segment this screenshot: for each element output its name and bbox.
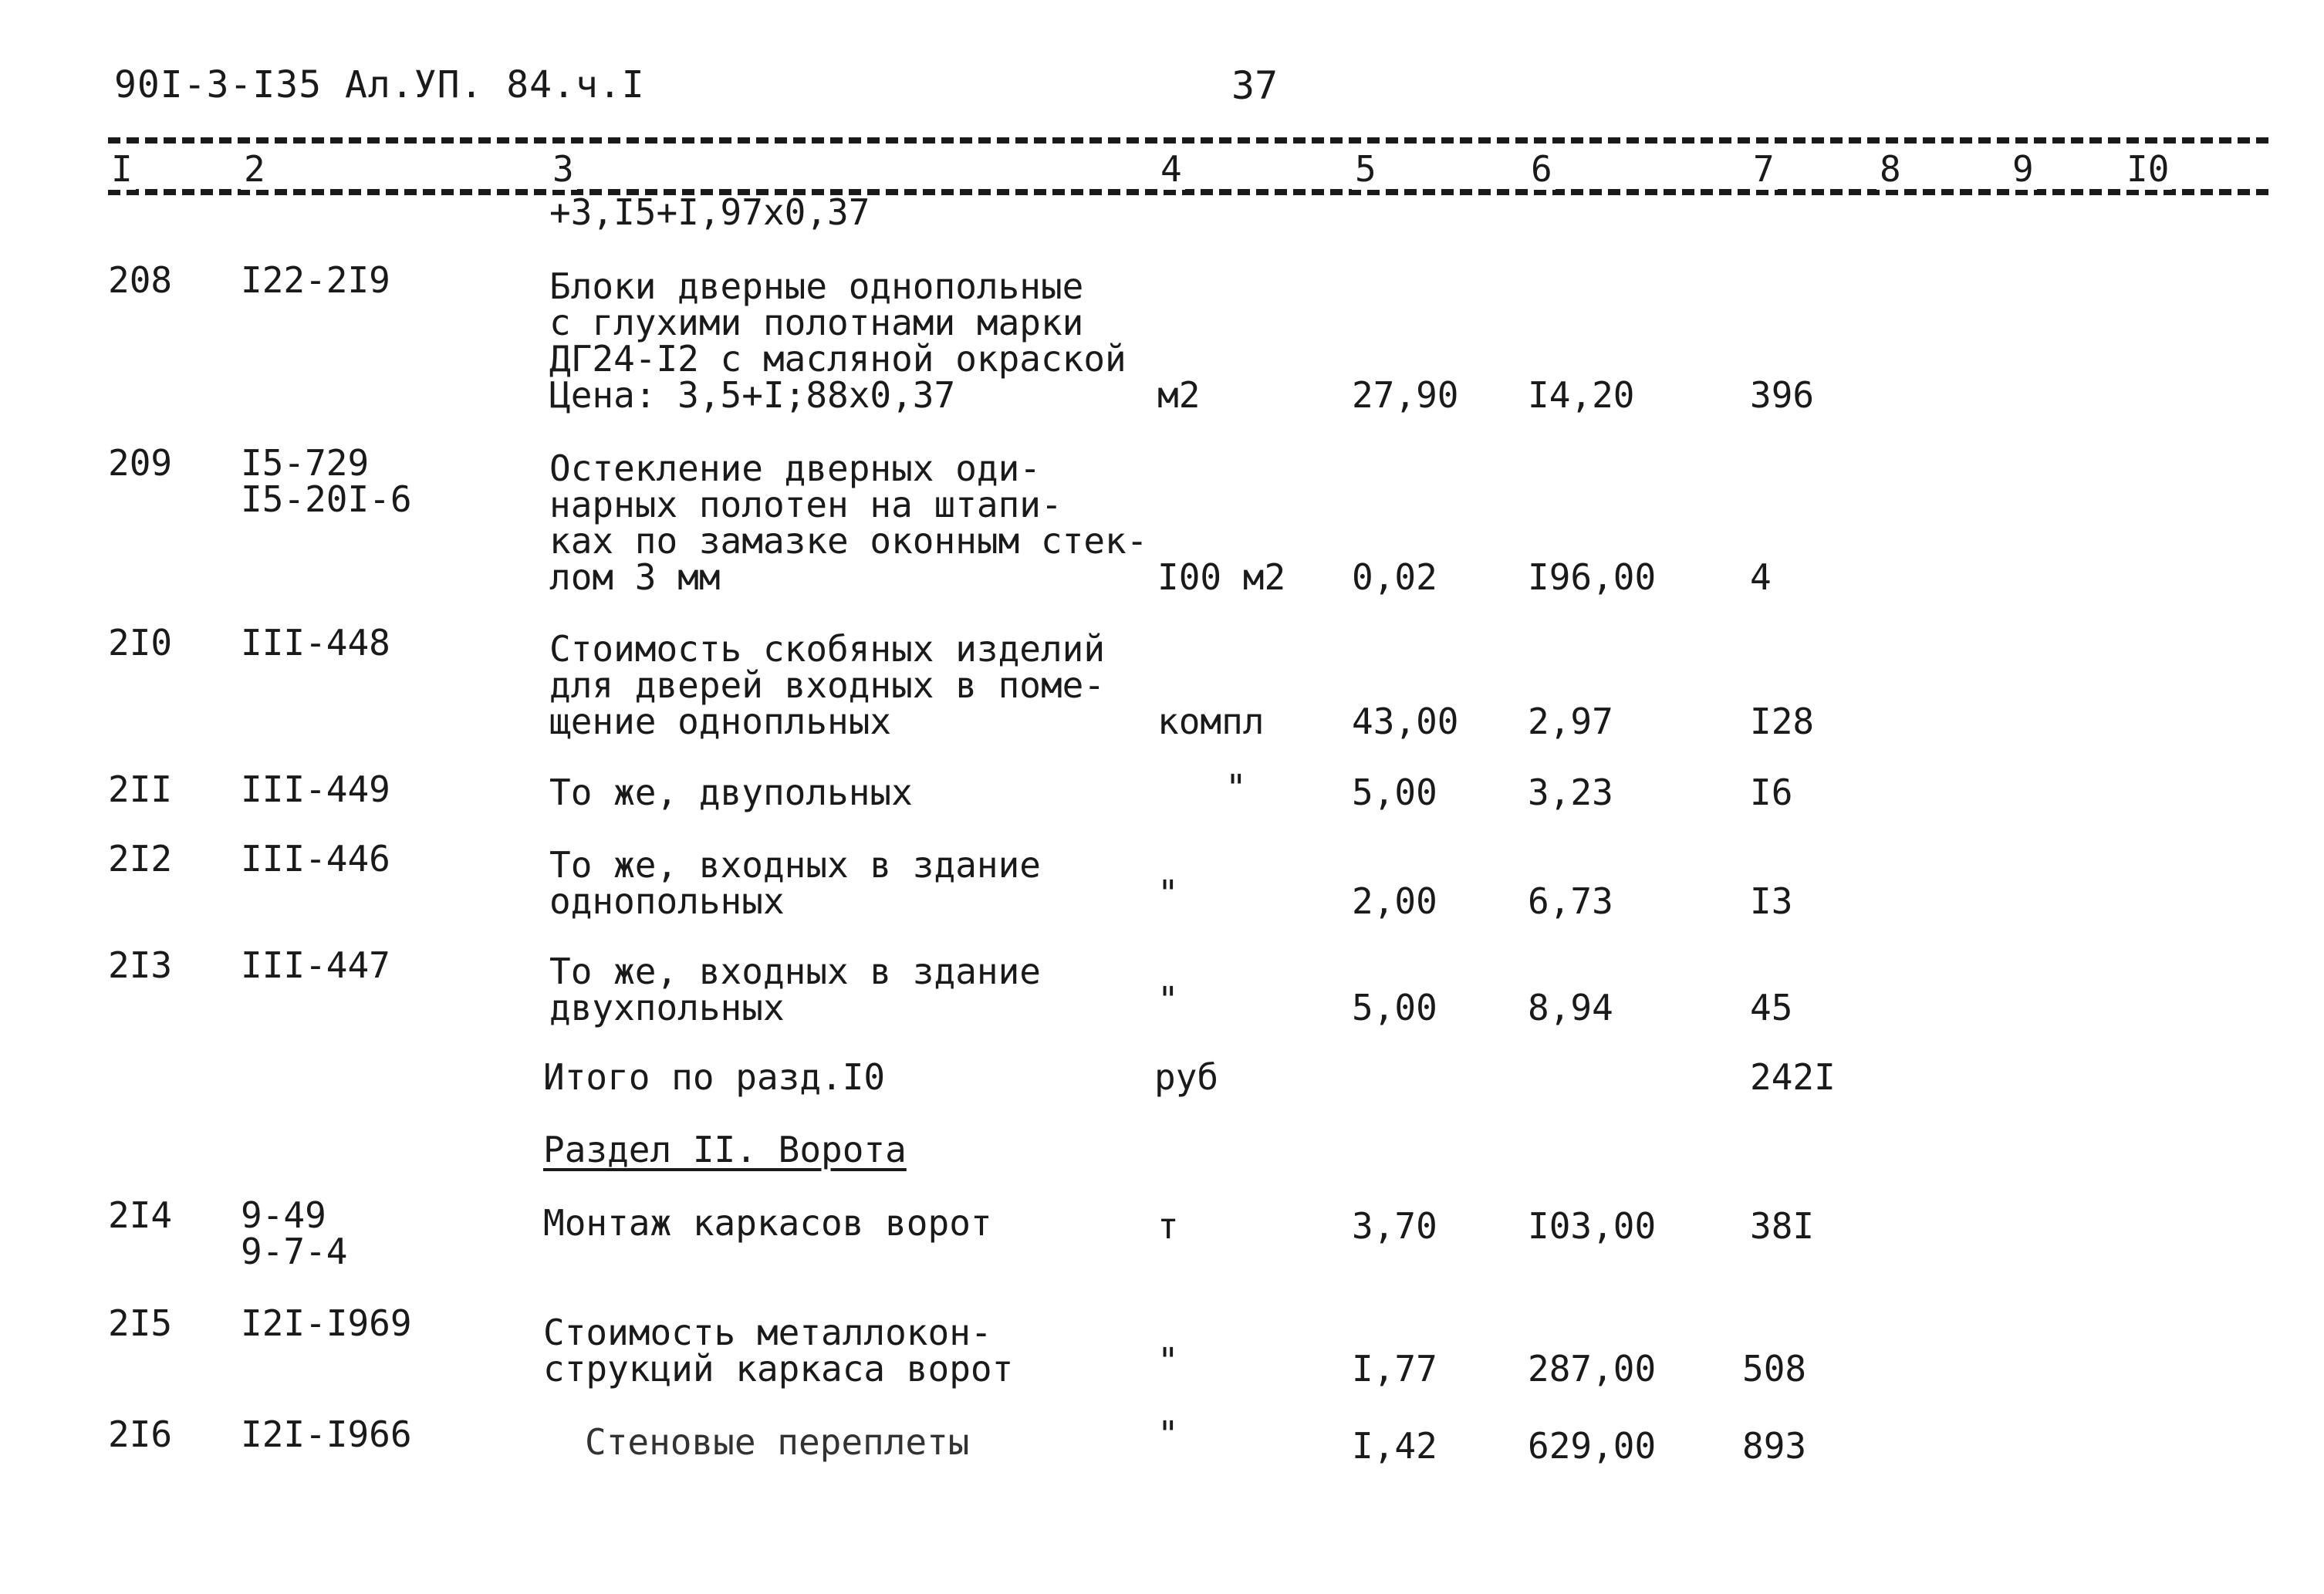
column-number-9: 9 — [2009, 148, 2037, 190]
column-number-1: I — [108, 148, 136, 190]
row-total: I6 — [1750, 772, 1793, 813]
row-number: 2I2 — [108, 838, 173, 880]
row-quantity: 2,00 — [1352, 880, 1437, 922]
row-total: I3 — [1750, 880, 1793, 922]
row-number: 209 — [108, 442, 173, 484]
row-number: 2I0 — [108, 622, 173, 664]
row-unit: " — [1157, 873, 1179, 914]
row-description-line: То же, входных в здание — [549, 951, 1041, 992]
row-description-line: Стоимость металлокон- — [543, 1312, 992, 1353]
header-dashed-line-top — [108, 137, 2268, 144]
row-code: I2I-I966 — [241, 1413, 412, 1455]
row-code: I22-2I9 — [241, 259, 390, 301]
row-description-line: щение однопльных — [549, 701, 892, 742]
row-unit: компл — [1157, 701, 1265, 742]
row-unit: " — [1225, 767, 1247, 809]
column-number-6: 6 — [1528, 148, 1556, 190]
row-quantity: 0,02 — [1352, 556, 1437, 598]
row-total: I28 — [1750, 701, 1815, 742]
column-number-8: 8 — [1876, 148, 1904, 190]
row-description-line: лом 3 мм — [549, 556, 721, 598]
header-dashed-line-bottom — [108, 189, 2268, 195]
row-price: I4,20 — [1528, 374, 1635, 416]
row-code: I2I-I969 — [241, 1302, 412, 1344]
row-price: 8,94 — [1528, 987, 1613, 1028]
row-unit: " — [1157, 1413, 1179, 1455]
row-description-line: с глухими полотнами марки — [549, 302, 1084, 343]
row-number: 2II — [108, 768, 173, 810]
column-number-2: 2 — [241, 148, 269, 190]
column-number-10: I0 — [2123, 148, 2172, 190]
row-number: 2I6 — [108, 1413, 173, 1455]
row-quantity: 27,90 — [1352, 374, 1459, 416]
document-code: 90I-3-I35 Ал.УП. 84.ч.I — [114, 63, 645, 106]
row-unit: " — [1157, 1340, 1179, 1382]
row-description-line: двухпольных — [549, 987, 785, 1028]
row-price: 6,73 — [1528, 880, 1613, 922]
subtotal-unit: руб — [1154, 1056, 1219, 1098]
row-unit: т — [1157, 1205, 1179, 1247]
row-code: I5-20I-6 — [241, 478, 412, 520]
row-price: I03,00 — [1528, 1205, 1657, 1247]
row-description-line: То же, входных в здание — [549, 844, 1041, 886]
row-description-line: ках по замазке оконным стек- — [549, 520, 1148, 562]
row-price: 287,00 — [1528, 1348, 1657, 1390]
row-description-line: Монтаж каркасов ворот — [543, 1202, 992, 1244]
row-code: III-449 — [241, 768, 390, 810]
row-unit: м2 — [1157, 374, 1201, 416]
row-quantity: I,77 — [1352, 1348, 1437, 1390]
row-description-line: Блоки дверные однопольные — [549, 265, 1084, 307]
row-number: 2I4 — [108, 1194, 173, 1236]
row-total: 396 — [1750, 374, 1815, 416]
row-code: III-446 — [241, 838, 390, 880]
column-number-7: 7 — [1750, 148, 1778, 190]
row-number: 2I5 — [108, 1302, 173, 1344]
row-description-line: однопольных — [549, 880, 785, 922]
column-number-5: 5 — [1352, 148, 1380, 190]
row-quantity: 3,70 — [1352, 1205, 1437, 1247]
subtotal-total: 242I — [1750, 1056, 1836, 1098]
row-price: 3,23 — [1528, 772, 1613, 813]
row-total: 38I — [1750, 1205, 1815, 1247]
row-quantity: 5,00 — [1352, 987, 1437, 1028]
row-total: 45 — [1750, 987, 1793, 1028]
row-code: 9-7-4 — [241, 1231, 348, 1272]
row-code: 9-49 — [241, 1194, 326, 1236]
row-code: III-448 — [241, 622, 390, 664]
subtotal-label: Итого по разд.I0 — [543, 1056, 886, 1098]
row-quantity: I,42 — [1352, 1425, 1437, 1467]
row-quantity: 5,00 — [1352, 772, 1437, 813]
row-number: 2I3 — [108, 944, 173, 986]
row-description-line: Остекление дверных оди- — [549, 447, 1041, 489]
row-code: I5-729 — [241, 442, 370, 484]
row-number: 208 — [108, 259, 173, 301]
row-description-line: струкций каркаса ворот — [543, 1348, 1014, 1390]
row-description-line: для дверей входных в поме- — [549, 664, 1106, 706]
section-heading: Раздел II. Ворота — [543, 1129, 907, 1170]
row-description-line: Стоимость скобяных изделий — [549, 628, 1106, 670]
row-total: 4 — [1750, 556, 1772, 598]
row-description-line: ДГ24-I2 с масляной окраской — [549, 338, 1127, 380]
row-description-line: Стеновые переплеты — [585, 1421, 970, 1463]
row-unit: I00 м2 — [1157, 556, 1286, 598]
row-price: 629,00 — [1528, 1425, 1657, 1467]
row-description-line: То же, двупольных — [549, 772, 913, 813]
row-price: 2,97 — [1528, 701, 1613, 742]
row-unit: " — [1157, 979, 1179, 1021]
column-number-3: 3 — [549, 148, 577, 190]
row-description-line: нарных полотен на штапи- — [549, 484, 1062, 525]
row-price: I96,00 — [1528, 556, 1657, 598]
page-number: 37 — [1231, 63, 1279, 108]
carryover-text: +3,I5+I,97x0,37 — [549, 191, 870, 233]
row-total: 508 — [1742, 1348, 1807, 1390]
row-code: III-447 — [241, 944, 390, 986]
row-total: 893 — [1742, 1425, 1807, 1467]
row-description-line: Цена: 3,5+I;88x0,37 — [549, 374, 956, 416]
column-number-4: 4 — [1157, 148, 1185, 190]
row-quantity: 43,00 — [1352, 701, 1459, 742]
